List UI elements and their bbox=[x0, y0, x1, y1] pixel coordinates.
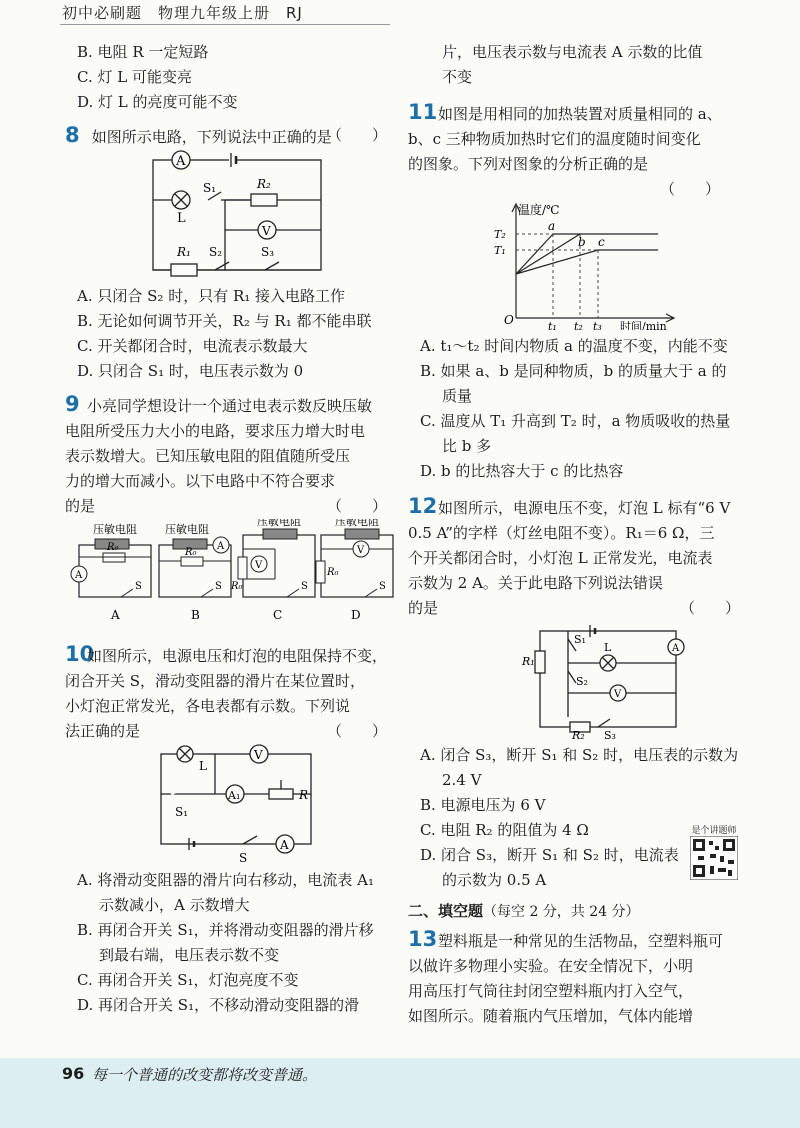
q12-circuit-diagram bbox=[408, 621, 748, 739]
option-line: D. 再闭合开关 S₁，不移动滑动变阻器的滑 bbox=[77, 996, 360, 1014]
page-number: 96 bbox=[62, 1064, 85, 1083]
footer-motto: 每一个普通的改变都将改变普通。 bbox=[92, 1066, 318, 1084]
series-label: c bbox=[598, 235, 605, 249]
option-line: C. 开关都闭合时，电流表示数最大 bbox=[77, 337, 308, 355]
axis-label: 温度/℃ bbox=[518, 203, 560, 217]
option-line: A. 将滑动变阻器的滑片向右移动，电流表 A₁ bbox=[77, 871, 374, 889]
option-label: C bbox=[273, 608, 283, 622]
question-text: 如图所示，电源电压和灯泡的电阻保持不变， bbox=[87, 647, 388, 665]
switch-label: S bbox=[135, 581, 142, 592]
question-12-last-line bbox=[408, 596, 748, 621]
question-8-stem bbox=[65, 123, 395, 150]
page-header: 初中必刷题 物理九年级上册 RJ bbox=[62, 4, 303, 22]
lamp-label: L bbox=[199, 759, 207, 773]
option-line: 到最右端，电压表示数不变 bbox=[99, 946, 280, 964]
question-text: 如图所示电路，下列说法中正确的是 bbox=[91, 128, 332, 146]
option-line: A. 只闭合 S₂ 时，只有 R₁ 接入电路工作 bbox=[77, 287, 346, 305]
option-line: 2.4 V bbox=[442, 771, 482, 789]
option-line: C. 电阻 R₂ 的阻值为 4 Ω bbox=[420, 821, 589, 839]
option-line: B. 再闭合开关 S₁，并将滑动变阻器的滑片移 bbox=[77, 921, 374, 939]
switch-label: S bbox=[301, 581, 308, 592]
question-13-line bbox=[408, 927, 748, 954]
option-line: B. 如果 a、b 是同种物质，b 的质量大于 a 的 bbox=[420, 362, 727, 380]
switch-label: S₂ bbox=[576, 675, 588, 688]
ammeter-label: A bbox=[672, 643, 680, 654]
question-9-last-line bbox=[65, 494, 395, 519]
question-12-line bbox=[408, 494, 748, 521]
voltmeter-label: V bbox=[357, 545, 365, 556]
resistor-label: R₂ bbox=[257, 177, 271, 191]
question-text: 小灯泡正常发光，各电表都有示数。下列说 bbox=[65, 697, 351, 715]
left-column bbox=[65, 40, 395, 1018]
question-9-line bbox=[65, 392, 395, 419]
option-line: 不变 bbox=[442, 68, 473, 86]
option-line: D. 灯 L 的亮度可能不变 bbox=[77, 93, 238, 111]
resistor-label: R bbox=[299, 788, 309, 802]
qr-code[interactable] bbox=[690, 826, 738, 886]
tick-label: T₁ bbox=[494, 244, 506, 257]
option-label: D bbox=[351, 608, 361, 622]
question-text: b、c 三种物质加热时它们的温度随时间变化 bbox=[408, 130, 701, 148]
voltmeter-label: V bbox=[254, 748, 263, 762]
voltmeter-label: V bbox=[255, 560, 263, 571]
switch-label: S bbox=[379, 581, 386, 592]
question-text: 示数为 2 A。关于此电路下列说法错误 bbox=[408, 574, 663, 592]
question-text: 力的增大而减小。以下电路中不符合要求 bbox=[65, 472, 336, 490]
resistor-label: R₁ bbox=[522, 655, 535, 668]
question-number: 8 bbox=[65, 123, 80, 147]
tick-label: t₁ bbox=[548, 320, 557, 330]
question-text: 以做许多物理小实验。在安全情况下，小明 bbox=[408, 957, 694, 975]
option-line: A. 闭合 S₃，断开 S₁ 和 S₂ 时，电压表的示数为 bbox=[420, 746, 739, 764]
qr-caption: 是个讲题师 bbox=[691, 826, 737, 836]
q9-circuit-options bbox=[65, 519, 395, 624]
question-text: 如图是用相同的加热装置对质量相同的 a、 bbox=[438, 105, 722, 123]
option-line: B. 电阻 R 一定短路 bbox=[77, 43, 209, 61]
section-title: 二、填空题 bbox=[408, 902, 484, 920]
tick-label: t₂ bbox=[574, 320, 583, 330]
option-line: D. b 的比热容大于 c 的比热容 bbox=[420, 462, 624, 480]
option-line: D. 只闭合 S₁ 时，电压表示数为 0 bbox=[77, 362, 304, 380]
ammeter-label: A bbox=[75, 570, 83, 581]
resistor-label: R₂ bbox=[572, 729, 585, 739]
q8-circuit-diagram bbox=[65, 150, 395, 280]
resistor-label: R₀ bbox=[185, 547, 197, 558]
question-10-line bbox=[65, 642, 395, 669]
option-line: B. 电源电压为 6 V bbox=[420, 796, 546, 814]
answer-paren: （ ） bbox=[327, 722, 388, 740]
question-text: 的是 bbox=[65, 497, 96, 515]
question-number: 12 bbox=[408, 494, 438, 518]
origin-label: O bbox=[504, 313, 514, 327]
question-number: 13 bbox=[408, 927, 438, 951]
question-text: 0.5 A”的字样（灯丝电阻不变）。R₁＝6 Ω，三 bbox=[408, 524, 715, 542]
question-text: 个开关都闭合时，小灯泡 L 正常发光，电流表 bbox=[408, 549, 713, 567]
question-11-line bbox=[408, 100, 748, 127]
section-heading bbox=[408, 899, 748, 925]
tick-label: t₃ bbox=[593, 320, 602, 330]
question-text: 塑料瓶是一种常见的生活物品，空塑料瓶可 bbox=[438, 932, 724, 950]
question-number: 9 bbox=[65, 392, 80, 416]
option-line: D. 闭合 S₃，断开 S₁ 和 S₂ 时，电流表 bbox=[420, 846, 679, 864]
q11-temperature-graph bbox=[408, 202, 748, 330]
series-label: b bbox=[578, 235, 586, 249]
option-line: 的示数为 0.5 A bbox=[442, 871, 547, 889]
question-10-last-line bbox=[65, 719, 395, 744]
lamp-label: L bbox=[177, 211, 186, 226]
answer-paren: （ ） bbox=[327, 497, 388, 515]
option-line: B. 无论如何调节开关，R₂ 与 R₁ 都不能串联 bbox=[77, 312, 372, 330]
switch-label: S bbox=[239, 851, 248, 864]
answer-paren: （ ） bbox=[659, 180, 720, 198]
ammeter-label: A bbox=[217, 541, 225, 552]
question-text: 如图所示，电源电压不变，灯泡 L 标有“6 V bbox=[438, 499, 731, 517]
question-text: 的是 bbox=[408, 599, 439, 617]
question-text: 的图象。下列对图象的分析正确的是 bbox=[408, 155, 649, 173]
tick-label: T₂ bbox=[494, 228, 506, 241]
option-line: A. t₁～t₂ 时间内物质 a 的温度不变，内能不变 bbox=[420, 337, 728, 355]
qr-pattern-icon bbox=[690, 836, 738, 880]
series-label: a bbox=[548, 219, 556, 233]
switch-label: S₁ bbox=[175, 805, 189, 819]
axis-label: 时间/min bbox=[620, 320, 667, 330]
option-line: 片，电压表示数与电流表 A 示数的比值 bbox=[442, 43, 703, 61]
question-text: 法正确的是 bbox=[65, 722, 141, 740]
question-text: 闭合开关 S，滑动变阻器的滑片在某位置时， bbox=[65, 672, 366, 690]
question-number: 10 bbox=[65, 642, 95, 666]
sensor-label: 压敏电阻 bbox=[257, 519, 301, 528]
ammeter-label: A bbox=[280, 838, 289, 852]
resistor-label: R₀ bbox=[231, 581, 243, 592]
voltmeter-label: V bbox=[614, 689, 622, 700]
switch-label: S₂ bbox=[209, 245, 223, 259]
sensor-label: 压敏电阻 bbox=[93, 523, 137, 536]
answer-paren: （ ） bbox=[327, 126, 388, 144]
option-line: C. 温度从 T₁ 升高到 T₂ 时，a 物质吸收的热量 bbox=[420, 412, 731, 430]
ammeter-label: A bbox=[176, 154, 186, 169]
sensor-label: 压敏电阻 bbox=[165, 523, 209, 536]
option-label: A bbox=[111, 608, 120, 622]
resistor-label: R₁ bbox=[177, 245, 191, 259]
switch-label: S₃ bbox=[604, 729, 616, 739]
option-line: C. 灯 L 可能变亮 bbox=[77, 68, 192, 86]
voltmeter-label: V bbox=[262, 224, 271, 238]
sensor-label: 压敏电阻 bbox=[335, 519, 379, 528]
question-text: 电阻所受压力大小的电路，要求压力增大时电 bbox=[65, 422, 366, 440]
question-text: 表示数增大。已知压敏电阻的阻值随所受压 bbox=[65, 447, 351, 465]
ammeter-label: A₁ bbox=[228, 789, 241, 802]
option-label: B bbox=[191, 608, 200, 622]
question-text: 如图所示。随着瓶内气压增加，气体内能增 bbox=[408, 1007, 694, 1025]
section-note: （每空 2 分，共 24 分） bbox=[483, 904, 640, 920]
option-line: 比 b 多 bbox=[442, 437, 492, 455]
switch-label: S₁ bbox=[574, 633, 586, 646]
header-divider bbox=[60, 24, 390, 25]
switch-label: S₁ bbox=[203, 181, 217, 195]
question-text: 用高压打气筒往封闭空塑料瓶内打入空气， bbox=[408, 982, 694, 1000]
option-line: 示数减小，A 示数增大 bbox=[99, 896, 250, 914]
switch-label: S₃ bbox=[261, 245, 275, 259]
answer-paren: （ ） bbox=[680, 599, 741, 617]
q10-circuit-diagram bbox=[65, 744, 395, 864]
question-text: 小亮同学想设计一个通过电表示数反映压敏 bbox=[87, 397, 373, 415]
switch-label: S bbox=[215, 581, 222, 592]
option-line: 质量 bbox=[442, 387, 473, 405]
lamp-label: L bbox=[604, 641, 612, 654]
resistor-label: R₀ bbox=[107, 542, 119, 553]
option-line: C. 再闭合开关 S₁，灯泡亮度不变 bbox=[77, 971, 299, 989]
resistor-label: R₀ bbox=[327, 567, 339, 578]
question-number: 11 bbox=[408, 100, 438, 124]
